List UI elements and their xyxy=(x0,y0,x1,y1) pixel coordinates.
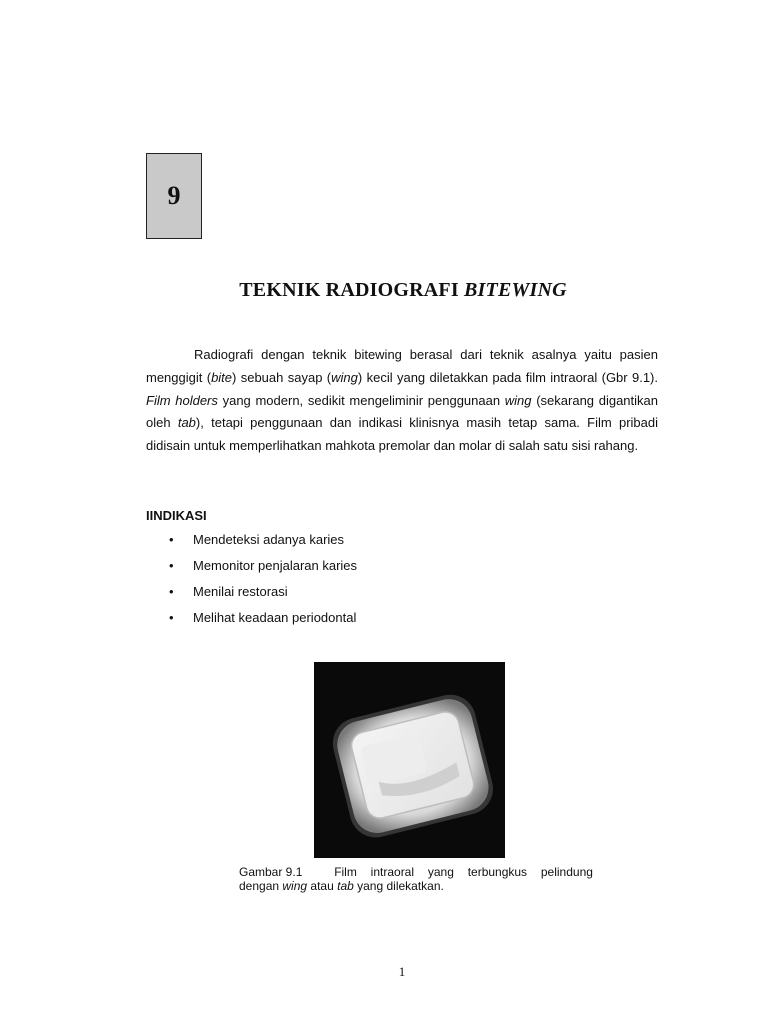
title-italic: BITEWING xyxy=(464,279,567,301)
caption-line-1 xyxy=(239,865,593,879)
bullet-icon: • xyxy=(169,558,174,573)
para-italic-2: wing xyxy=(331,369,358,385)
chapter-number-box xyxy=(146,153,202,239)
para-text-5: (sekarang digantikan oleh xyxy=(146,392,658,431)
list-item-text: Memonitor penjalaran karies xyxy=(193,558,358,573)
para-italic-5: tab xyxy=(177,415,196,431)
page-number: 1 xyxy=(398,964,406,979)
caption-word: yang xyxy=(427,865,454,879)
list-item-text: Mendeteksi adanya karies xyxy=(193,532,345,547)
caption-word: Film xyxy=(334,865,357,879)
figure-caption xyxy=(239,865,593,893)
bullet-icon: • xyxy=(169,610,174,625)
caption-text: atau xyxy=(307,879,338,893)
caption-italic: tab xyxy=(337,879,354,893)
title-main: TEKNIK RADIOGRAFI xyxy=(239,279,464,301)
list-item xyxy=(146,555,357,581)
intro-paragraph xyxy=(146,344,658,458)
caption-text: yang dilekatkan. xyxy=(353,879,444,893)
para-text-4: yang modern, sedikit mengeliminir penggunaan xyxy=(217,392,505,408)
bullet-icon: • xyxy=(169,532,174,547)
caption-word: terbungkus xyxy=(467,865,528,879)
list-item-text: Melihat keadaan periodontal xyxy=(193,610,357,625)
list-item-text: Menilai restorasi xyxy=(193,584,288,599)
bullet-icon: • xyxy=(169,584,174,599)
para-text-2: ) sebuah sayap ( xyxy=(232,369,332,385)
caption-line-2 xyxy=(239,879,593,893)
caption-word: intraoral xyxy=(370,865,415,879)
caption-italic: wing xyxy=(282,879,308,893)
para-text-3: ) kecil yang diletakkan pada film intraoral (Gbr 9.1). xyxy=(357,369,658,385)
para-text-1: Radiografi dengan teknik bitewing berasal dari teknik asalnya yaitu pasien menggigit ( xyxy=(146,347,658,385)
figure-label: Gambar 9.1 xyxy=(239,865,303,879)
chapter-number: 9 xyxy=(167,181,181,210)
para-italic-3: Film holders xyxy=(146,392,218,408)
caption-word: pelindung xyxy=(540,865,593,879)
caption-text: dengan xyxy=(239,879,283,893)
page-title xyxy=(0,279,768,302)
list-item xyxy=(146,581,357,607)
film-image xyxy=(314,662,505,858)
list-item xyxy=(146,529,357,555)
film-photo xyxy=(314,662,505,858)
para-text-6: ), tetapi penggunaan dan indikasi klinisnya masih tetap sama. Film pribadi didisain untuk memperlihatkan mahkota premolar dan molar di salah satu sisi rahang. xyxy=(146,415,658,454)
indikasi-heading: IINDIKASI xyxy=(146,508,207,523)
list-item xyxy=(146,607,357,633)
para-italic-1: bite xyxy=(211,369,233,385)
para-italic-4: wing xyxy=(504,392,532,408)
indikasi-list xyxy=(146,529,357,633)
